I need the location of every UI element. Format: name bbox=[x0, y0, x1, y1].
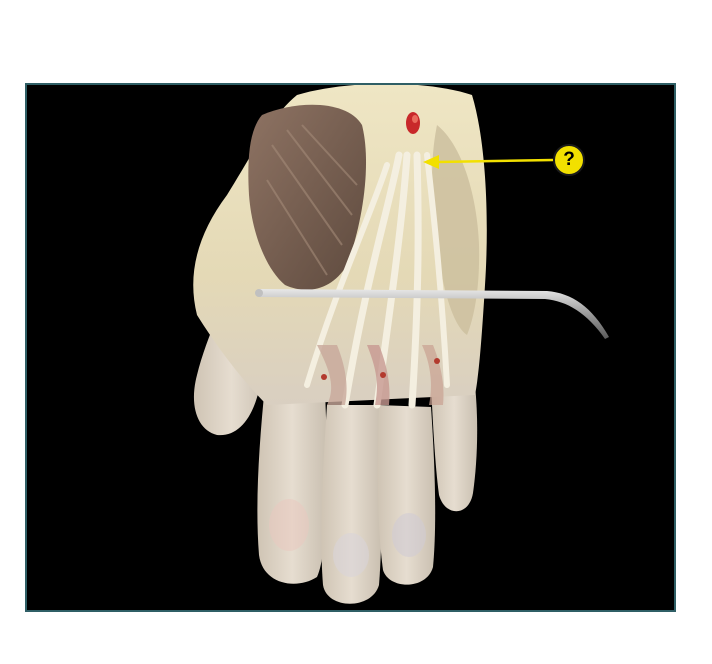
question-label-badge: ? bbox=[553, 144, 585, 176]
index-fingertip-pad bbox=[269, 499, 309, 551]
arterial-spot-highlight bbox=[412, 115, 418, 123]
index-finger bbox=[257, 385, 327, 584]
arterial-spot bbox=[406, 112, 420, 134]
ring-finger bbox=[378, 405, 435, 585]
middle-fingertip-pad bbox=[333, 533, 369, 577]
ring-fingertip-pad bbox=[392, 513, 426, 557]
